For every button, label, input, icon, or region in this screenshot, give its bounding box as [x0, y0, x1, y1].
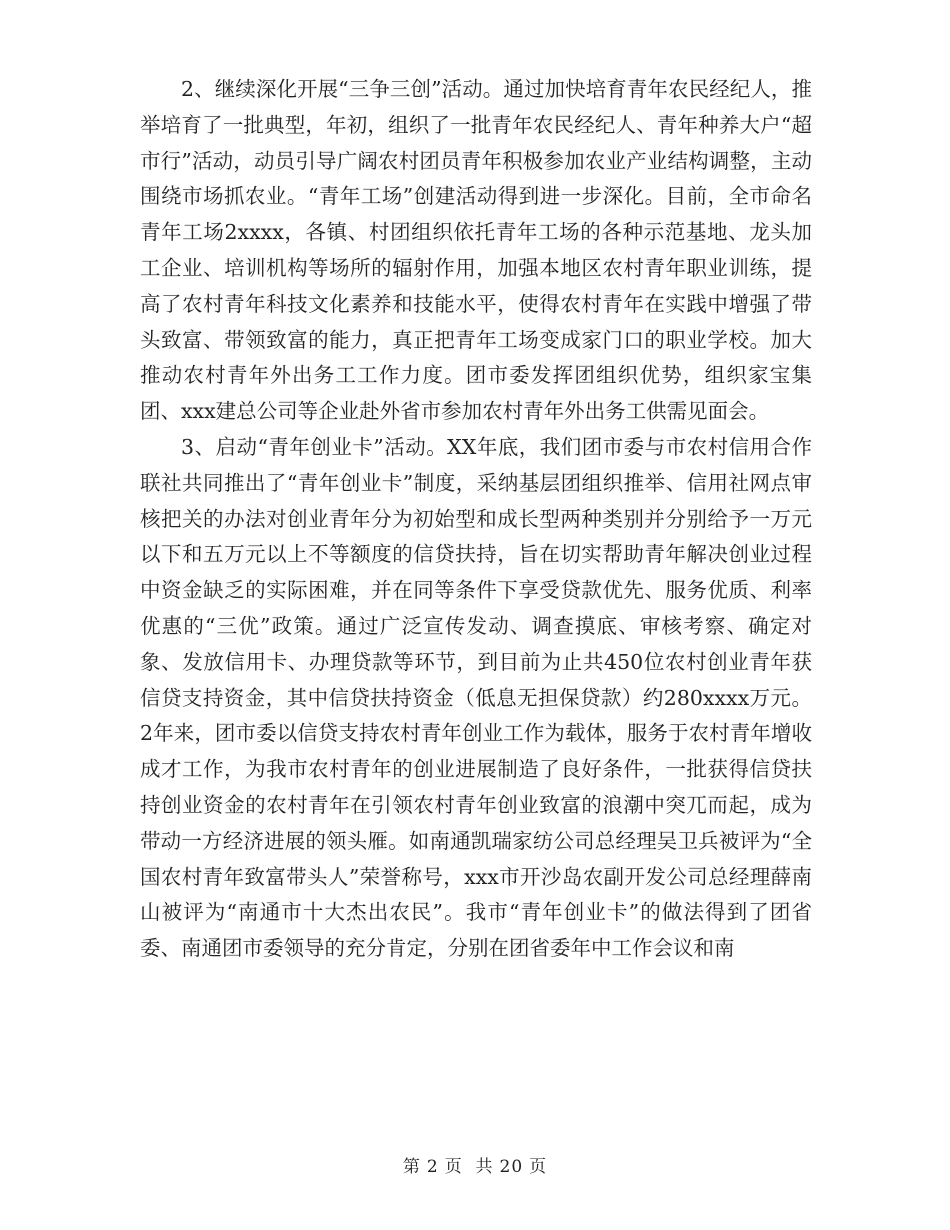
- document-body: [140, 72, 812, 967]
- paragraph-2: 2、继续深化开展“三争三创”活动。通过加快培育青年农民经纪人，推举培育了一批典型，年初，组织了一批青年农民经纪人、青年种养大户“超市行”活动，动员引导广阔农村团员青年积极参加农业产业结构调整，主动围绕市场抓农业。“青年工场”创建活动得到进一步深化。目前，全市命名青年工场2xxxx，各镇、村团组织依托青年工场的各种示范基地、龙头加工企业、培训机构等场所的辐射作用，加强本地区农村青年职业训练，提高了农村青年科技文化素养和技能水平，使得农村青年在实践中增强了带头致富、带领致富的能力，真正把青年工场变成家门口的职业学校。加大推动农村青年外出务工工作力度。团市委发挥团组织优势，组织家宝集团、xxx建总公司等企业赴外省市参加农村青年外出务工供需见面会。: [140, 77, 812, 424]
- footer-middle: 页 共: [444, 1157, 494, 1177]
- footer-current-page: 2: [426, 1157, 439, 1177]
- footer-total-pages: 20: [499, 1157, 524, 1177]
- footer-suffix: 页: [529, 1157, 548, 1177]
- footer-prefix: 第: [402, 1157, 421, 1177]
- paragraph-3: 3、启动“青年创业卡”活动。XX年底，我们团市委与市农村信用合作联社共同推出了“青年创业卡”制度，采纳基层团组织推举、信用社网点审核把关的办法对创业青年分为初始型和成长型两种类别并分别给予一万元以下和五万元以上不等额度的信贷扶持，旨在切实帮助青年解决创业过程中资金缺乏的实际困难，并在同等条件下享受贷款优先、服务优质、利率优惠的“三优”政策。通过广泛宣传发动、调查摸底、审核考察、确定对象、发放信用卡、办理贷款等环节，到目前为止共450位农村创业青年获信贷支持资金，其中信贷扶持资金（低息无担保贷款）约280xxxx万元。2年来，团市委以信贷支持农村青年创业工作为载体，服务于农村青年增收成才工作，为我市农村青年的创业进展制造了良好条件，一批获得信贷扶持创业资金的农村青年在引领农村青年创业致富的浪潮中突兀而起，成为带动一方经济进展的领头雁。如南通凯瑞家纺公司总经理吴卫兵被评为“全国农村青年致富带头人”荣誉称号，xxx市开沙岛农副开发公司总经理薛南山被评为“南通市十大杰出农民”。我市“青年创业卡”的做法得到了团省委、南通团市委领导的充分肯定，分别在团省委年中工作会议和南: [140, 434, 812, 961]
- page-footer: [0, 1152, 950, 1177]
